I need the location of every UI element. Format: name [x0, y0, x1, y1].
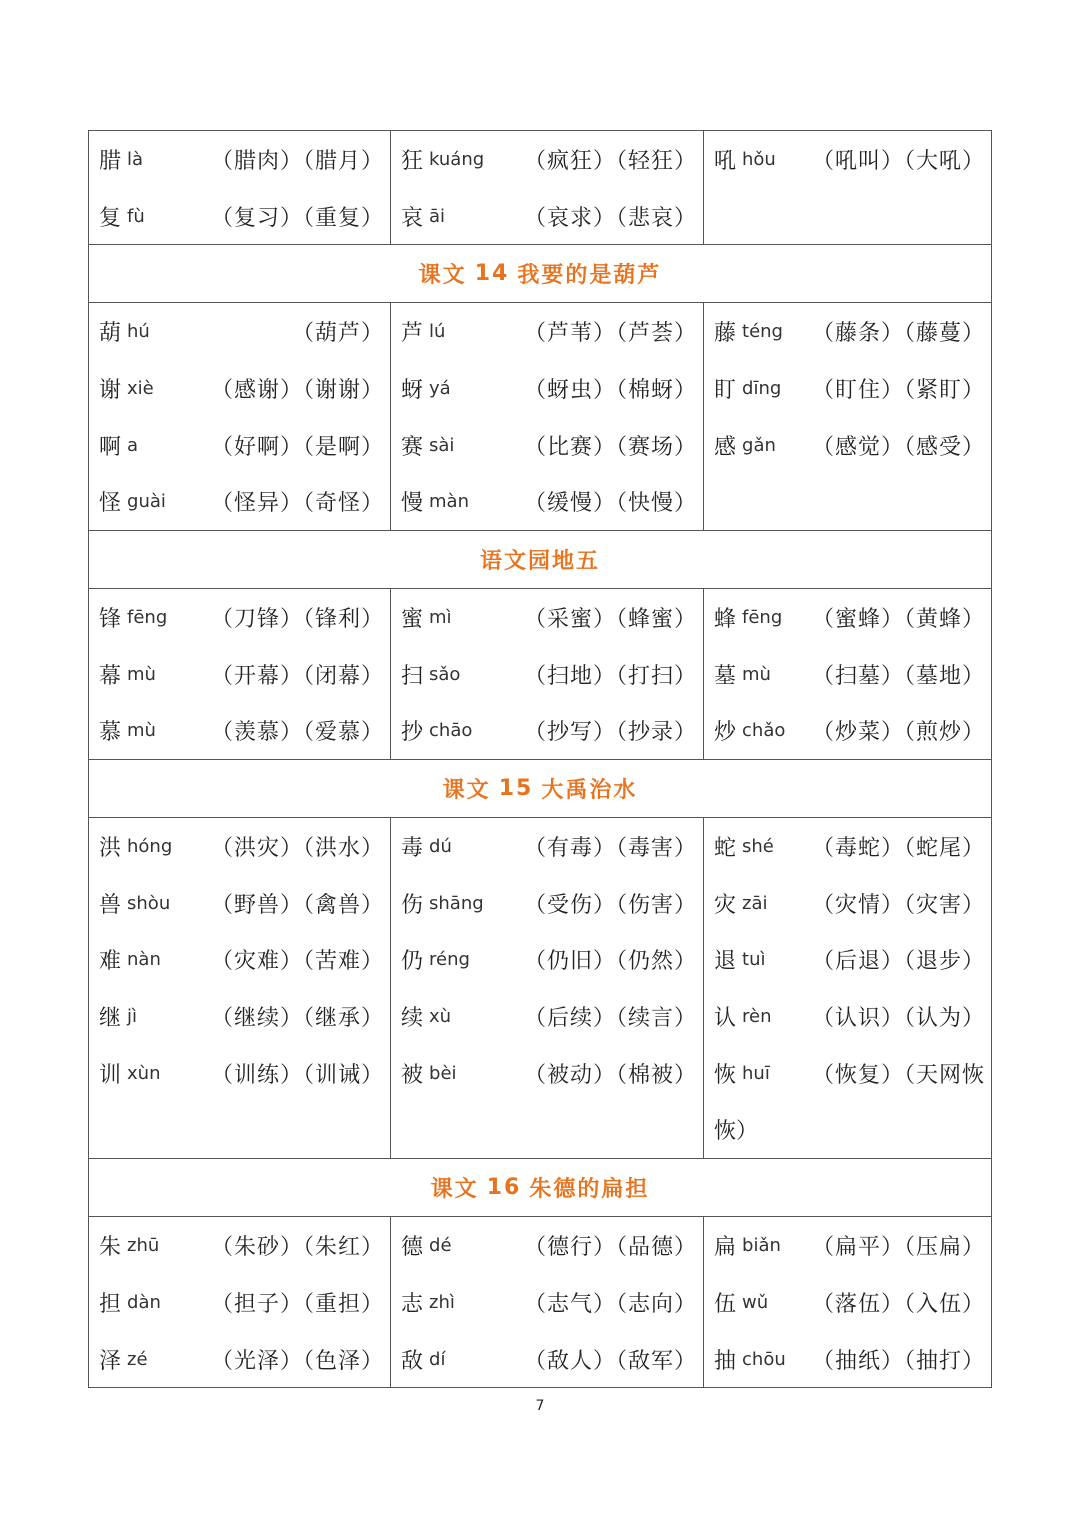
vocab-entry: [99, 360, 384, 417]
vocab-row: [89, 131, 991, 244]
character: 抄: [401, 720, 424, 746]
words-continuation: 恢）: [714, 1119, 759, 1145]
character: 蛇: [714, 836, 737, 862]
vocab-entry: [401, 932, 697, 989]
example-words: （腊肉）（腊月）: [210, 148, 384, 174]
pinyin: xùn: [127, 1062, 161, 1084]
vocab-column: [390, 589, 703, 759]
section-number: 16: [486, 1175, 522, 1201]
example-words: （落伍）（入伍）: [811, 1291, 985, 1317]
vocab-entry: [401, 188, 697, 245]
example-words: （葫芦）: [291, 321, 384, 347]
pinyin: dé: [429, 1235, 452, 1257]
section-header: [89, 244, 991, 302]
vocab-entry: [99, 188, 384, 245]
example-words: （野兽）（禽兽）: [210, 892, 384, 918]
example-words: （光泽）（色泽）: [210, 1348, 384, 1374]
example-words: （复习）（重复）: [210, 205, 384, 231]
pinyin: wǔ: [742, 1291, 769, 1313]
vocab-entry: [714, 818, 985, 875]
vocab-entry: [714, 703, 985, 760]
vocab-row: [89, 302, 991, 530]
vocab-entry: [401, 1102, 697, 1159]
vocab-entry: [714, 646, 985, 703]
pinyin: shé: [742, 836, 774, 858]
example-words: （后续）（续言）: [523, 1006, 697, 1032]
vocab-entry: [401, 1331, 697, 1388]
character: 毒: [401, 836, 424, 862]
example-words: （仍旧）（仍然）: [523, 949, 697, 975]
pinyin: dīng: [742, 377, 782, 399]
example-words: （灾难）（苦难）: [210, 949, 384, 975]
pinyin: zhū: [127, 1235, 160, 1257]
pinyin: là: [127, 148, 144, 170]
character: 志: [401, 1291, 424, 1317]
vocab-entry: [714, 589, 985, 646]
character: 葫: [99, 321, 122, 347]
character: 被: [401, 1062, 424, 1088]
section-header: [89, 759, 991, 817]
example-words: （感谢）（谢谢）: [210, 377, 384, 403]
vocab-entry: [401, 1045, 697, 1102]
character: 灾: [714, 892, 737, 918]
vocab-column: [390, 1217, 703, 1387]
character: 狂: [401, 148, 424, 174]
vocab-entry: [714, 417, 985, 474]
vocabulary-table: [88, 130, 992, 1388]
example-words: （敌人）（敌军）: [523, 1348, 697, 1374]
vocab-column: [89, 303, 390, 530]
section-title: 语文园地五: [479, 548, 600, 575]
section-title: 大禹治水: [541, 777, 638, 804]
example-words: （芦苇）（芦荟）: [523, 321, 697, 347]
vocab-entry: [714, 188, 985, 245]
vocab-entry: [99, 417, 384, 474]
character: 腊: [99, 148, 122, 174]
vocab-entry: [99, 1217, 384, 1274]
example-words: （扫墓）（墓地）: [811, 663, 985, 689]
example-words: （刀锋）（锋利）: [210, 606, 384, 632]
pinyin: āi: [429, 205, 446, 227]
pinyin: réng: [429, 949, 470, 971]
vocab-entry: [99, 988, 384, 1045]
pinyin: sǎo: [429, 663, 461, 685]
character: 伍: [714, 1291, 737, 1317]
example-words: （有毒）（毒害）: [523, 836, 697, 862]
character: 担: [99, 1291, 122, 1317]
pinyin: màn: [429, 491, 469, 513]
vocab-column: [390, 303, 703, 530]
pinyin: lú: [429, 321, 446, 343]
vocab-entry: [714, 1217, 985, 1274]
vocab-entry: [401, 473, 697, 530]
example-words: （担子）（重担）: [210, 1291, 384, 1317]
vocab-column: [89, 818, 390, 1158]
pinyin: fēng: [742, 606, 783, 628]
pinyin: guài: [127, 491, 166, 513]
pinyin: fēng: [127, 606, 168, 628]
pinyin: hú: [127, 321, 150, 343]
vocab-entry: [99, 646, 384, 703]
example-words: （受伤）（伤害）: [523, 892, 697, 918]
vocab-entry: [401, 646, 697, 703]
character: 墓: [714, 663, 737, 689]
character: 感: [714, 434, 737, 460]
section-title: 我要的是葫芦: [517, 262, 662, 289]
character: 认: [714, 1006, 737, 1032]
example-words: （灾情）（灾害）: [811, 892, 985, 918]
example-words: （扁平）（压扁）: [811, 1235, 985, 1261]
pinyin: shòu: [127, 892, 171, 914]
character: 扁: [714, 1235, 737, 1261]
vocab-entry: [401, 703, 697, 760]
example-words: （吼叫）（大吼）: [811, 148, 985, 174]
pinyin: sài: [429, 434, 455, 456]
pinyin: chōu: [742, 1348, 786, 1370]
vocab-entry: [714, 473, 985, 530]
section-prefix: 课文: [430, 1176, 479, 1203]
vocab-entry: [99, 818, 384, 875]
pinyin: kuáng: [429, 148, 485, 170]
example-words: （抄写）（抄录）: [523, 720, 697, 746]
example-words: （训练）（训诫）: [210, 1062, 384, 1088]
character: 炒: [714, 720, 737, 746]
pinyin: jì: [127, 1006, 138, 1028]
vocab-entry: [99, 703, 384, 760]
pinyin: dú: [429, 836, 452, 858]
character: 恢: [714, 1062, 737, 1088]
vocab-column: [703, 1217, 991, 1387]
example-words: （怪异）（奇怪）: [210, 491, 384, 517]
example-words: （缓慢）（快慢）: [523, 491, 697, 517]
example-words: （蚜虫）（棉蚜）: [523, 377, 697, 403]
pinyin: gǎn: [742, 434, 776, 456]
character: 续: [401, 1006, 424, 1032]
page-number: 7: [535, 1398, 545, 1414]
pinyin: bèi: [429, 1062, 457, 1084]
character: 兽: [99, 892, 122, 918]
vocab-column: [703, 589, 991, 759]
character: 继: [99, 1006, 122, 1032]
pinyin: fù: [127, 205, 145, 227]
vocab-entry: [714, 1045, 985, 1102]
pinyin: mì: [429, 606, 452, 628]
vocab-entry: [401, 303, 697, 360]
character: 泽: [99, 1348, 122, 1374]
vocab-entry: [99, 1331, 384, 1388]
character: 锋: [99, 606, 122, 632]
vocab-entry: [714, 932, 985, 989]
example-words: （好啊）（是啊）: [210, 434, 384, 460]
character: 芦: [401, 321, 424, 347]
vocab-entry: [401, 589, 697, 646]
vocab-column: [89, 131, 390, 244]
character: 扫: [401, 663, 424, 689]
example-words: （德行）（品德）: [523, 1235, 697, 1261]
pinyin: yá: [429, 377, 451, 399]
vocab-column: [390, 818, 703, 1158]
vocab-entry: [99, 1274, 384, 1331]
example-words: （继续）（继承）: [210, 1006, 384, 1032]
example-words: （疯狂）（轻狂）: [523, 148, 697, 174]
section-number: 15: [498, 776, 534, 802]
section-number: 14: [474, 261, 510, 287]
character: 蜜: [401, 606, 424, 632]
pinyin: xù: [429, 1006, 452, 1028]
example-words: （羡慕）（爱慕）: [210, 720, 384, 746]
pinyin: tuì: [742, 949, 766, 971]
pinyin: rèn: [742, 1006, 772, 1028]
pinyin: mù: [127, 663, 156, 685]
example-words: （盯住）（紧盯）: [811, 377, 985, 403]
example-words: （洪灾）（洪水）: [210, 836, 384, 862]
pinyin: chǎo: [742, 720, 786, 742]
vocab-entry: [401, 417, 697, 474]
vocab-entry: [99, 1045, 384, 1102]
example-words: （被动）（棉被）: [523, 1062, 697, 1088]
vocab-entry: [714, 360, 985, 417]
character: 盯: [714, 377, 737, 403]
character: 蜂: [714, 606, 737, 632]
vocab-entry: [714, 1274, 985, 1331]
character: 复: [99, 205, 122, 231]
pinyin: biǎn: [742, 1235, 781, 1257]
example-words: （比赛）（赛场）: [523, 434, 697, 460]
pinyin: zāi: [742, 892, 768, 914]
vocab-column: [390, 131, 703, 244]
section-header: [89, 1158, 991, 1216]
vocab-entry: [99, 303, 384, 360]
example-words: （扫地）（打扫）: [523, 663, 697, 689]
character: 啊: [99, 434, 122, 460]
example-words: （毒蛇）（蛇尾）: [811, 836, 985, 862]
pinyin: téng: [742, 321, 783, 343]
vocab-entry: [401, 1274, 697, 1331]
pinyin: xiè: [127, 377, 154, 399]
character: 训: [99, 1062, 122, 1088]
pinyin: huī: [742, 1062, 770, 1084]
pinyin: mù: [127, 720, 156, 742]
character: 谢: [99, 377, 122, 403]
example-words: （炒菜）（煎炒）: [811, 720, 985, 746]
character: 哀: [401, 205, 424, 231]
example-words: （感觉）（感受）: [811, 434, 985, 460]
character: 退: [714, 949, 737, 975]
character: 朱: [99, 1235, 122, 1261]
example-words: （采蜜）（蜂蜜）: [523, 606, 697, 632]
example-words: （恢复）（天网恢: [811, 1062, 985, 1088]
vocab-entry: [99, 875, 384, 932]
character: 蚜: [401, 377, 424, 403]
character: 藤: [714, 321, 737, 347]
example-words: （后退）（退步）: [811, 949, 985, 975]
vocab-entry: [99, 131, 384, 188]
example-words: （认识）（认为）: [811, 1006, 985, 1032]
vocab-entry: [99, 1102, 384, 1159]
example-words: （朱砂）（朱红）: [210, 1235, 384, 1261]
pinyin: hóng: [127, 836, 173, 858]
vocab-entry: [714, 1102, 985, 1159]
character: 伤: [401, 892, 424, 918]
vocab-row: [89, 1216, 991, 1387]
character: 德: [401, 1235, 424, 1261]
example-words: （抽纸）（抽打）: [811, 1348, 985, 1374]
character: 仍: [401, 949, 424, 975]
vocab-row: [89, 588, 991, 759]
character: 赛: [401, 434, 424, 460]
example-words: （哀求）（悲哀）: [523, 205, 697, 231]
example-words: （藤条）（藤蔓）: [811, 321, 985, 347]
vocab-column: [703, 303, 991, 530]
vocab-entry: [714, 1331, 985, 1388]
example-words: （志气）（志向）: [523, 1291, 697, 1317]
character: 洪: [99, 836, 122, 862]
vocab-entry: [99, 589, 384, 646]
vocab-entry: [401, 1217, 697, 1274]
pinyin: hǒu: [742, 148, 776, 170]
example-words: （开幕）（闭幕）: [210, 663, 384, 689]
character: 难: [99, 949, 122, 975]
pinyin: zé: [127, 1348, 148, 1370]
character: 幕: [99, 663, 122, 689]
pinyin: mù: [742, 663, 771, 685]
pinyin: dí: [429, 1348, 446, 1370]
vocab-entry: [401, 875, 697, 932]
vocab-entry: [401, 988, 697, 1045]
pinyin: shāng: [429, 892, 484, 914]
vocab-entry: [714, 988, 985, 1045]
vocab-entry: [99, 932, 384, 989]
section-title: 朱德的扁担: [529, 1176, 650, 1203]
section-prefix: 课文: [418, 262, 467, 289]
vocab-entry: [714, 131, 985, 188]
pinyin: a: [127, 434, 139, 456]
character: 吼: [714, 148, 737, 174]
vocab-column: [89, 589, 390, 759]
vocab-column: [703, 818, 991, 1158]
character: 敌: [401, 1348, 424, 1374]
character: 慕: [99, 720, 122, 746]
vocab-entry: [401, 818, 697, 875]
pinyin: nàn: [127, 949, 161, 971]
section-header: [89, 530, 991, 588]
pinyin: dàn: [127, 1291, 161, 1313]
character: 怪: [99, 491, 122, 517]
vocab-column: [89, 1217, 390, 1387]
pinyin: zhì: [429, 1291, 455, 1313]
vocab-row: [89, 817, 991, 1158]
vocab-entry: [714, 875, 985, 932]
pinyin: chāo: [429, 720, 473, 742]
vocab-column: [703, 131, 991, 244]
vocab-entry: [401, 360, 697, 417]
character: 抽: [714, 1348, 737, 1374]
vocab-entry: [99, 473, 384, 530]
character: 慢: [401, 491, 424, 517]
example-words: （蜜蜂）（黄蜂）: [811, 606, 985, 632]
vocab-entry: [714, 303, 985, 360]
vocab-entry: [401, 131, 697, 188]
section-prefix: 课文: [442, 777, 491, 804]
